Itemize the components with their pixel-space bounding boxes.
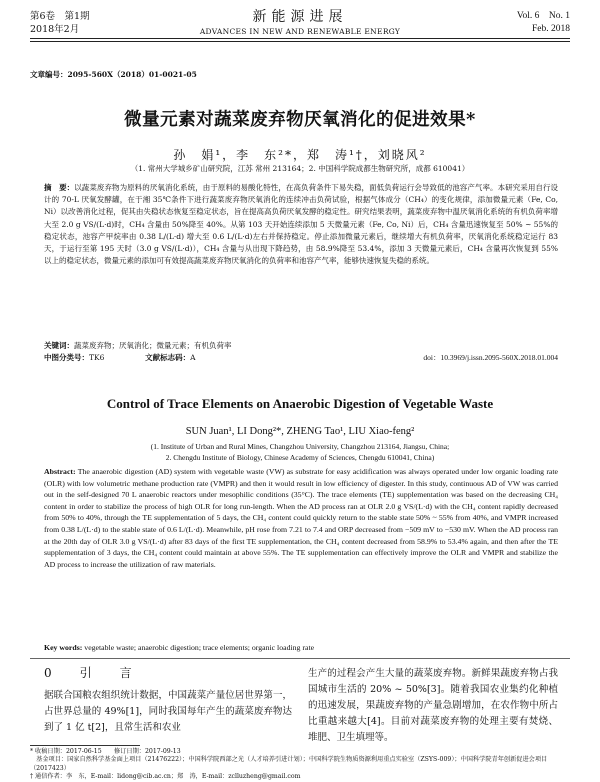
authors-cn: 孙 娟¹，李 东²*，郑 涛¹†，刘晓风² [173, 148, 427, 162]
doc-code-label: 文献标志码： [145, 353, 191, 362]
keywords-cn-text: 蔬菜废弃物；厌氧消化；微量元素；有机负荷率 [74, 341, 232, 350]
keywords-en-label: Key words: [44, 643, 83, 652]
affiliation-en-1: (1. Institute of Urban and Rural Mines, Changzhou University, Changzhou 213164, Jiangsu, China; [150, 442, 450, 451]
keywords-en-text: vegetable waste; anaerobic digestion; trace elements; organic loading rate [84, 643, 315, 652]
article-number: 文章编号：2095-560X（2018）01-0021-05 [30, 70, 197, 79]
doc-code-value: A [190, 353, 196, 362]
title-cn: 微量元素对蔬菜废弃物厌氧消化的促进效果* [124, 110, 476, 130]
header-volume [517, 10, 570, 36]
classification-line [44, 352, 558, 363]
keywords-cn-label: 关键词： [44, 341, 74, 350]
header-journal [150, 8, 450, 38]
clc-value: TK6 [89, 353, 105, 362]
authors-en: SUN Juan¹, LI Dong²*, ZHENG Tao¹, LIU Xiao-feng² [185, 426, 415, 437]
footnote-corresponding: † 通信作者：李 东，E-mail：lidong@cib.ac.cn；郑 涛，E-mail：zclluzheng@gmail.com [30, 773, 301, 781]
title-en: Control of Trace Elements on Anaerobic Digestion of Vegetable Waste [106, 396, 494, 411]
affiliation-cn: （1. 常州大学城乡矿山研究院，江苏 常州 213164；2. 中国科学院成都生物研究所，成都 610041） [130, 164, 470, 173]
header-issue-cn: 第6卷 第1期 [30, 11, 90, 22]
header-volume-en: Vol. 6 No. 1 [516, 11, 570, 21]
doi: doi：10.3969/j.issn.2095-560X.2018.01.004 [423, 353, 558, 362]
section-heading: 0 引 言 [44, 666, 140, 680]
abstract-en-label: Abstract: [44, 467, 76, 476]
header-issue [30, 10, 90, 36]
abstract-cn-label: 摘 要： [44, 183, 75, 192]
clc-label: 中图分类号： [44, 353, 89, 362]
footnote-funding: 基金项目：国家自然科学基金面上项目（21476222）；中国科学院西部之光（人才培养引进计划）；中国科学院生物质资源利用重点实验室（ZSYS-009）；中国科学院青年创新促进会项目（2017423） [30, 756, 548, 772]
journal-name-en: ADVANCES IN NEW AND RENEWABLE ENERGY [199, 27, 401, 36]
body-column-left: 据联合国粮农组织统计数据，中国蔬菜产量位居世界第一，占世界总量的 49%[1]，同时我国每年产生的蔬菜废弃物达到了 1 亿 t[2]，且常生活和农业 [44, 690, 292, 733]
keywords-cn [44, 340, 232, 351]
affiliation-en-2: 2. Chengdu Institute of Biology, Chinese Academy of Sciences, Chengdu 610041, China) [165, 452, 435, 462]
abstract-cn-text: 以蔬菜废弃物为原料的厌氧消化系统，由于原料的易酸化特性，在高负荷条件下易失稳，面低负荷运行会导致低的池容产气率。本研究采用自行设计的 70-L 厌氧发酵罐，在于湘 35℃条件下进行蔬菜废弃物厌氧消化的连续冲击负荷试验，根据气体成分（CH₄）的变化规律，添加微量元素（Fe, Co, Ni）以改善消化过程，促其由失稳状态恢复至稳定状态，旨在提高高负荷厌氧发酵的稳定性。研究结果表明，蔬菜废弃物中温厌氧消化系统的有机负荷率增大至 2.0 g VS/(L·d)时，CH₄ 含量由 50%降至 40%。从第 103 天开始连续添加 5 天微量元素（Fe, Co, Ni）后，CH₄ 含量迅速恢复至 50% ~ 55%的稳定状态，池容产甲烷率由 0.38 L/(L·d) 增大至 0.6 L/(L·d)左右并保持稳定。停止添加微量元素后，继续增大有机负荷率，厌氧消化系统稳定运行 83 天，于运行至第 195 天时（3.0 g VS/(L·d)），CH₄ 含量与从出现下降趋势，由 58.9%降至 53.4%，添加 3 天微量元素后，CH₄ 含量再次恢复到 55%以上的稳定状态，微量元素的添加可有效提高蔬菜废弃物厌氧消化的负荷率和池容产气率，能够快速恢复失稳的系统。 [44, 183, 559, 266]
footnote-rule [30, 745, 140, 746]
header-date-cn: 2018年2月 [30, 24, 80, 35]
keywords-en [44, 643, 314, 652]
footnote-received: * 收稿日期：2017-06-15 修订日期：2017-09-13 [30, 748, 181, 755]
header-rule-top [30, 38, 570, 39]
abstract-en-text: The anaerobic digestion (AD) system with vegetable waste (VW) as substrate for easy acidification was always operated under low organic loading rate (OLR) with low volumetric methane production rate (VMPR) and then it would result in low efficiency of digester. In this study, continuous AD of VW was carried out in the self-designed 70 L anaerobic reactors under mesophilic conditions (35°C). The trace elements (TE) supplementation was based on the decreasing CH₄ content in order to stabilize the process of high OLR for long run-length. When the AD process ran at OLR 2.0 g VS/(L·d) with the CH₄ content rapidly decreased from 50% to 40%, through the TE supplementation of 5 days, the CH₄ content could quickly return to the stable state 50% ~ 55% from 40%, and VMPR increased from 0.38 L/(L·d) to the stable state of 0.6 L/(L·d). Meanwhile, pH rose from 7.21 to 7.4 and ORP decreased from −509 mV to −530 mV. When the AD process ran at the 20th day of OLR 3.0 g VS/(L·d) after 83 days of the first TE supplementation, the CH₄ content decreased from 58.9% to 53.4% again, and then after the TE supplementation of 3 days, the CH₄ content could maintain at above 55%. The TE supplementation can effectively improve the OLR and VMPR and stabilize the AD process to increase the utilization of raw materials. [44, 467, 559, 569]
header-rule-bottom [30, 41, 570, 42]
footnotes [30, 748, 570, 782]
body-column-right: 生产的过程会产生大量的蔬菜废弃物。新鲜果蔬废弃物占我国城市生活的 20% ~ 50%[3]。随着我国农业集约化种植的迅速发展，果蔬废弃物的产量急剧增加，在农作物中所占比重越来越大[4]。目前对蔬菜废弃物的处理主要有焚烧、堆肥、卫生填埋等。 [308, 668, 558, 743]
section-divider [30, 658, 570, 659]
abstract-cn [44, 182, 558, 267]
abstract-en [44, 466, 558, 570]
affiliation-en [0, 442, 600, 463]
journal-name-cn: 新能源进展 [252, 9, 348, 25]
header-date-en: Feb. 2018 [532, 24, 570, 34]
